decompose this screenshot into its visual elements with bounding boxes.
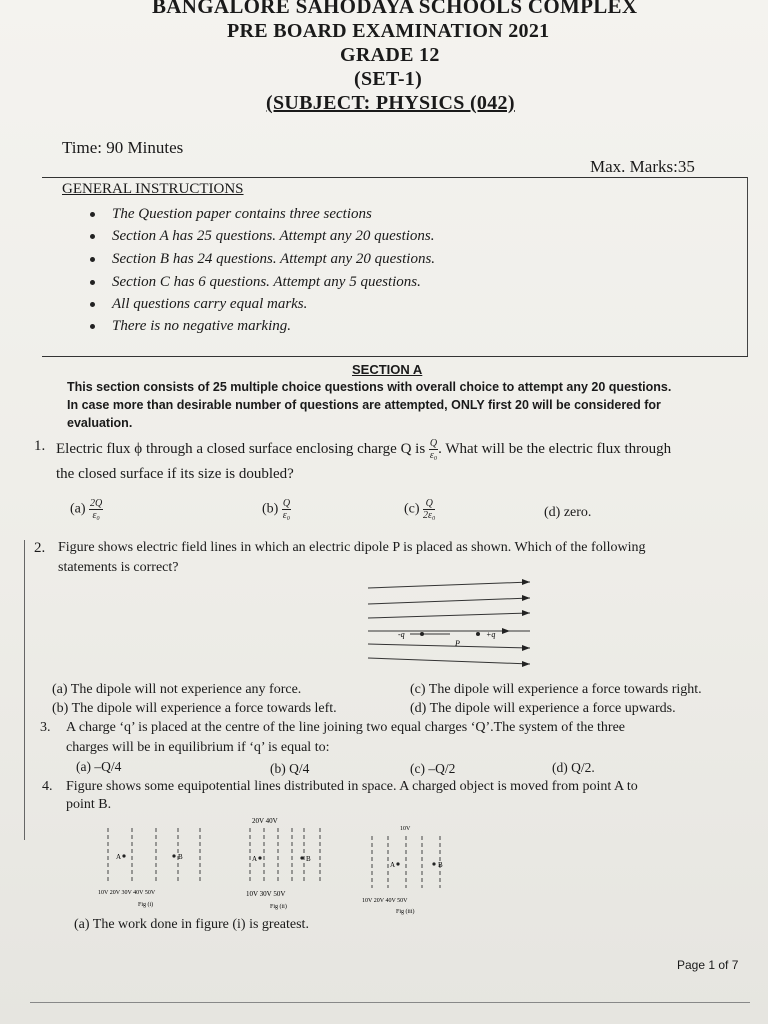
bullet-5 xyxy=(90,302,95,307)
instructions-title: GENERAL INSTRUCTIONS xyxy=(62,181,244,197)
q1-opt-b-den: ε₀ xyxy=(282,510,291,521)
q2-line2: statements is correct? xyxy=(58,560,179,575)
charge-pos xyxy=(476,632,480,636)
point-b xyxy=(432,862,435,865)
q2-option-b: (b) The dipole will experience a force towards left. xyxy=(52,701,337,716)
margin-rule xyxy=(24,540,25,840)
point-a xyxy=(122,854,125,857)
q4-line1: Figure shows some equipotential lines distributed in space. A charged object is moved from point A to xyxy=(66,779,638,794)
fig2-a: A xyxy=(252,855,258,863)
fig-q-pos: +q xyxy=(486,630,496,639)
instructions-bottom-rule xyxy=(42,356,748,357)
bullet-1 xyxy=(90,212,95,217)
bullet-2 xyxy=(90,234,95,239)
fig3-a: A xyxy=(390,861,396,869)
section-a-desc-2: In case more than desirable number of questions are attempted, ONLY first 20 will be considered for xyxy=(67,398,661,412)
instruction-item: Section C has 6 questions. Attempt any 5 questions. xyxy=(112,274,421,290)
arrowhead xyxy=(502,628,510,634)
q1-opt-a-frac xyxy=(89,498,103,521)
q4-option-a: (a) The work done in figure (i) is greatest. xyxy=(74,917,309,932)
q2-line1: Figure shows electric field lines in which an electric dipole P is placed as shown. Which of the following xyxy=(58,540,646,555)
field-line xyxy=(368,613,530,618)
fig1-caption: Fig (i) xyxy=(138,902,154,908)
q3-number: 3. xyxy=(40,720,51,735)
section-a-desc-3: evaluation. xyxy=(67,416,133,430)
arrowhead xyxy=(522,579,530,585)
q2-option-d: (d) The dipole will experience a force upwards. xyxy=(410,701,676,716)
instruction-item: Section A has 25 questions. Attempt any 20 questions. xyxy=(112,228,435,244)
subject-title: (SUBJECT: PHYSICS (042) xyxy=(266,92,515,114)
fig3-b: B xyxy=(438,861,443,869)
instruction-item: All questions carry equal marks. xyxy=(112,296,308,312)
fig2-b: B xyxy=(306,855,311,863)
fig3-caption: Fig (iii) xyxy=(396,909,415,915)
q1-frac-den: ε₀ xyxy=(429,450,438,461)
page-number: Page 1 of 7 xyxy=(677,958,739,972)
set-title: (SET-1) xyxy=(354,68,423,90)
q1-opt-c-frac xyxy=(423,498,435,521)
field-lines-figure xyxy=(360,578,560,674)
q1-frac-num: Q xyxy=(429,438,438,449)
instruction-item: Section B has 24 questions. Attempt any 20 questions. xyxy=(112,251,436,267)
grade-title: GRADE 12 xyxy=(340,44,440,66)
q4-number: 4. xyxy=(42,779,53,794)
q1-option-b xyxy=(262,498,291,521)
q1-fraction xyxy=(429,438,438,461)
fig1-b: B xyxy=(178,853,183,861)
q1-text-a: Electric flux ϕ through a closed surface enclosing charge Q is xyxy=(56,440,426,457)
arrowhead xyxy=(522,645,530,651)
fig-q-neg: -q xyxy=(398,630,405,639)
point-b xyxy=(300,856,303,859)
max-marks-label: Max. Marks:35 xyxy=(590,157,695,176)
point-a xyxy=(396,862,399,865)
q2-option-a: (a) The dipole will not experience any force. xyxy=(52,682,302,697)
q1-opt-a-label: (a) xyxy=(70,501,86,517)
q3-option-a: (a) –Q/4 xyxy=(76,759,122,774)
q1-option-c xyxy=(404,498,435,521)
q4-line2: point B. xyxy=(66,797,112,812)
fig3-bottom-labels: 10V 20V 40V 50V xyxy=(362,898,408,904)
q2-option-c: (c) The dipole will experience a force towards right. xyxy=(410,682,702,697)
q1-opt-a-num: 2Q xyxy=(90,498,103,509)
q2-number: 2. xyxy=(34,540,46,556)
q1-number: 1. xyxy=(34,438,46,454)
section-a-title: SECTION A xyxy=(352,362,423,377)
fig2-top-labels: 20V 40V xyxy=(252,817,278,825)
section-a-desc-1: This section consists of 25 multiple choice questions with overall choice to attempt any 20 questions. xyxy=(67,380,672,394)
arrowhead xyxy=(522,595,530,601)
fig1-labels: 10V 20V 30V 40V 50V xyxy=(98,890,156,896)
q1-opt-b-label: (b) xyxy=(262,501,279,517)
equipotential-fig-1 xyxy=(94,822,214,914)
bullet-4 xyxy=(90,280,95,285)
q1-line2: the closed surface if its size is doubled? xyxy=(56,466,294,482)
q3-line2: charges will be in equilibrium if ‘q’ is equal to: xyxy=(66,740,330,755)
q1-opt-a-den: ε₀ xyxy=(92,510,100,521)
q1-opt-c-den: 2ε₀ xyxy=(423,510,436,521)
instruction-item: The Question paper contains three sections xyxy=(112,206,372,222)
q1-option-d: (d) zero. xyxy=(544,505,592,520)
q1-opt-b-frac xyxy=(282,498,291,521)
fig2-bottom-labels: 10V 30V 50V xyxy=(246,890,286,898)
field-line xyxy=(368,644,530,648)
q1-opt-b-num: Q xyxy=(282,498,291,509)
org-title: BANGALORE SAHODAYA SCHOOLS COMPLEX xyxy=(152,0,638,18)
arrowhead xyxy=(522,610,530,616)
bullet-6 xyxy=(90,324,95,329)
field-line xyxy=(368,582,530,588)
field-line xyxy=(368,658,530,664)
equipotential-fig-2 xyxy=(240,814,340,914)
q1-line1 xyxy=(56,438,671,461)
q3-line1: A charge ‘q’ is placed at the centre of the line joining two equal charges ‘Q’.The system of the three xyxy=(66,720,626,735)
instructions-top-rule xyxy=(42,177,748,178)
fig3-top-labels: 10V xyxy=(400,826,411,832)
time-label: Time: 90 Minutes xyxy=(62,138,184,157)
fig1-a: A xyxy=(116,853,122,861)
exam-title: PRE BOARD EXAMINATION 2021 xyxy=(227,20,550,42)
point-b xyxy=(172,854,175,857)
instructions-right-rule xyxy=(747,177,748,357)
q3-option-b: (b) Q/4 xyxy=(270,761,310,776)
q1-opt-c-label: (c) xyxy=(404,501,420,517)
field-line xyxy=(368,598,530,604)
equipotential-fig-3 xyxy=(360,820,480,916)
fig2-caption: Fig (ii) xyxy=(270,904,287,910)
bullet-3 xyxy=(90,257,95,262)
q3-option-c: (c) –Q/2 xyxy=(410,761,456,776)
instruction-item: There is no negative marking. xyxy=(112,318,291,334)
q1-option-a xyxy=(70,498,103,521)
point-a xyxy=(258,856,261,859)
q1-text-b: . What will be the electric flux through xyxy=(438,440,672,457)
charge-neg xyxy=(420,632,424,636)
q1-opt-c-num: Q xyxy=(423,498,435,510)
footer-rule xyxy=(30,1002,750,1003)
q3-option-d: (d) Q/2. xyxy=(552,760,595,775)
fig-p: P xyxy=(455,639,460,648)
arrowhead xyxy=(522,661,530,667)
